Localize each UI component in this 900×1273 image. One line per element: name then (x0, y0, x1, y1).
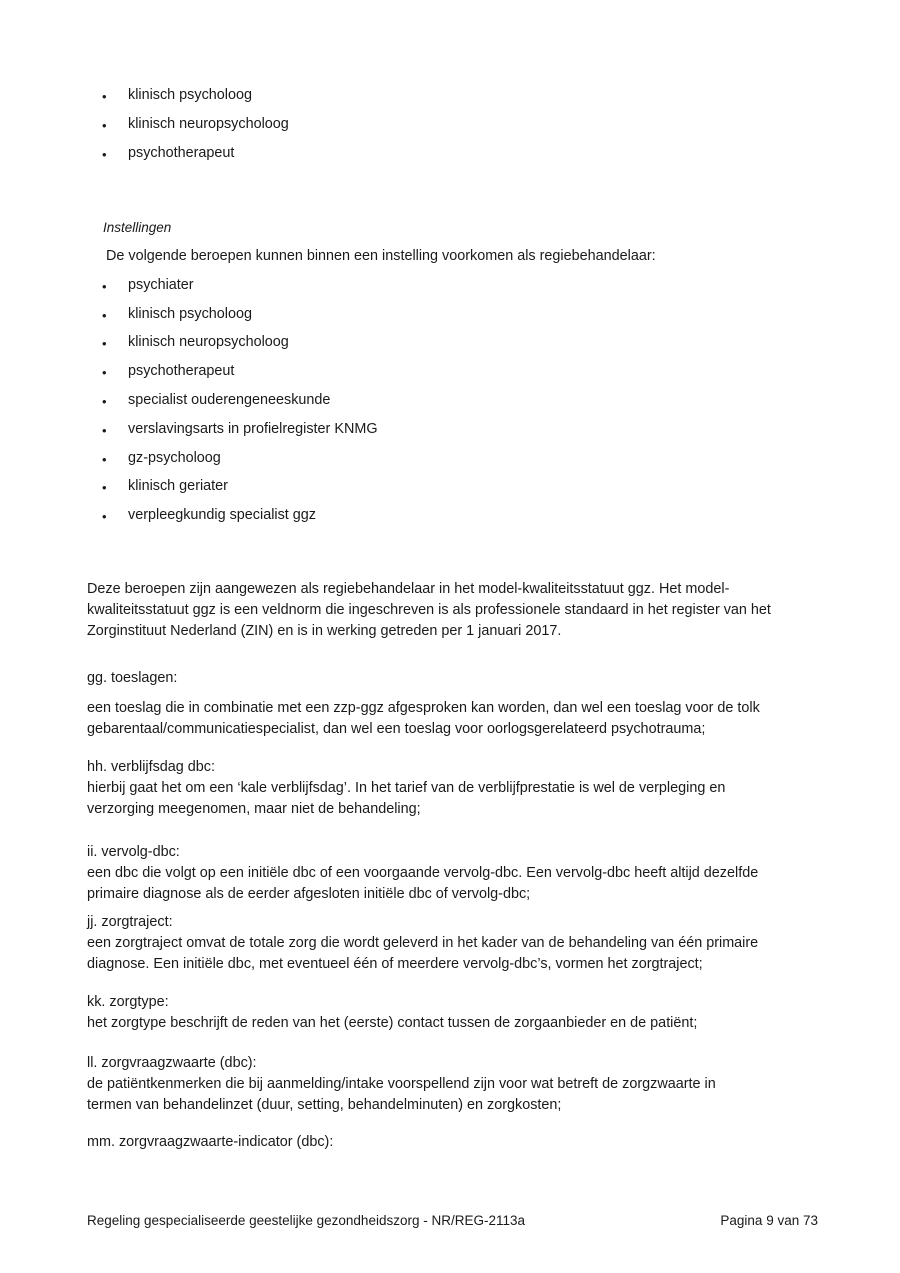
paragraph-line: verzorging meegenomen, maar niet de behandeling; (87, 801, 421, 817)
bullet-icon: • (102, 452, 107, 467)
paragraph-line: een zorgtraject omvat de totale zorg die wordt geleverd in het kader van de behandeling van één primaire (87, 935, 759, 951)
list-item: klinisch neuropsycholoog (128, 334, 289, 350)
definition (87, 757, 725, 820)
bullet-icon: • (102, 308, 107, 323)
bullet-icon: • (102, 365, 107, 380)
list-item: verpleegkundig specialist ggz (128, 507, 316, 523)
bullet-icon: • (102, 279, 107, 294)
paragraph-line: termen van behandelinzet (duur, setting, behandelminuten) en zorgkosten; (87, 1097, 562, 1113)
paragraph-line: Deze beroepen zijn aangewezen als regiebehandelaar in het model-kwaliteitsstatuut ggz. Het model- (87, 581, 730, 597)
definition (87, 1132, 333, 1153)
paragraph-line: een dbc die volgt op een initiële dbc of een voorgaande vervolg-dbc. Een vervolg-dbc heeft altijd dezelfde (87, 865, 759, 881)
definition-term: mm. zorgvraagzwaarte-indicator (dbc): (87, 1134, 334, 1150)
bullet-icon: • (102, 423, 107, 438)
definition-term: hh. verblijfsdag dbc: (87, 759, 215, 775)
paragraph-line: gebarentaal/communicatiespecialist, dan wel een toeslag voor oorlogsgerelateerd psychotrauma; (87, 721, 706, 737)
paragraph-line: een toeslag die in combinatie met een zzp-ggz afgesproken kan worden, dan wel een toeslag voor de tolk (87, 700, 760, 716)
list-item: klinisch geriater (128, 478, 228, 494)
list-item: klinisch psycholoog (128, 87, 252, 103)
bullet-icon: • (102, 394, 107, 409)
definition-body (87, 698, 760, 740)
definition (87, 842, 758, 905)
footer-title: Regeling gespecialiseerde geestelijke gezondheidszorg - NR/REG-2113a (87, 1213, 526, 1228)
definition-term: jj. zorgtraject: (87, 914, 173, 930)
paragraph-line: hierbij gaat het om een ‘kale verblijfsdag’. In het tarief van de verblijfprestatie is wel de verpleging en (87, 780, 726, 796)
list-item: psychotherapeut (128, 363, 235, 379)
list-item: klinisch psycholoog (128, 306, 252, 322)
list-item: specialist ouderengeneeskunde (128, 392, 331, 408)
definition (87, 992, 697, 1034)
definition-term: kk. zorgtype: (87, 994, 169, 1010)
bullet-icon: • (102, 480, 107, 495)
bullet-icon: • (102, 336, 107, 351)
list-item: psychiater (128, 277, 194, 293)
paragraph-line: Zorginstituut Nederland (ZIN) en is in werking getreden per 1 januari 2017. (87, 623, 562, 639)
section-intro: De volgende beroepen kunnen binnen een instelling voorkomen als regiebehandelaar: (106, 248, 656, 264)
bullet-icon: • (102, 509, 107, 524)
paragraph-line: de patiëntkenmerken die bij aanmelding/intake voorspellend zijn voor wat betreft de zorgzwaarte in (87, 1076, 716, 1092)
list-item: klinisch neuropsycholoog (128, 116, 289, 132)
definition-term: ii. vervolg-dbc: (87, 844, 180, 860)
definition (87, 912, 758, 975)
paragraph-line: het zorgtype beschrijft de reden van het (eerste) contact tussen de zorgaanbieder en de patiënt; (87, 1015, 698, 1031)
list-item: verslavingsarts in profielregister KNMG (128, 421, 378, 437)
list-item: psychotherapeut (128, 145, 235, 161)
bullet-icon: • (102, 89, 107, 104)
section-heading: Instellingen (103, 220, 172, 235)
statement-paragraph (87, 579, 771, 642)
paragraph-line: kwaliteitsstatuut ggz is een veldnorm die ingeschreven is als professionele standaard in het register van het (87, 602, 771, 618)
paragraph-line: primaire diagnose als de eerder afgesloten initiële dbc of vervolg-dbc; (87, 886, 531, 902)
definition-term: ll. zorgvraagzwaarte (dbc): (87, 1055, 257, 1071)
paragraph-line: diagnose. Een initiële dbc, met eventueel één of meerdere vervolg-dbc’s, vormen het zorgtraject; (87, 956, 703, 972)
definition (87, 1053, 716, 1116)
bullet-icon: • (102, 147, 107, 162)
definition-term: gg. toeslagen: (87, 670, 178, 686)
list-item: gz-psycholoog (128, 450, 221, 466)
page-number: Pagina 9 van 73 (720, 1213, 818, 1228)
bullet-icon: • (102, 118, 107, 133)
